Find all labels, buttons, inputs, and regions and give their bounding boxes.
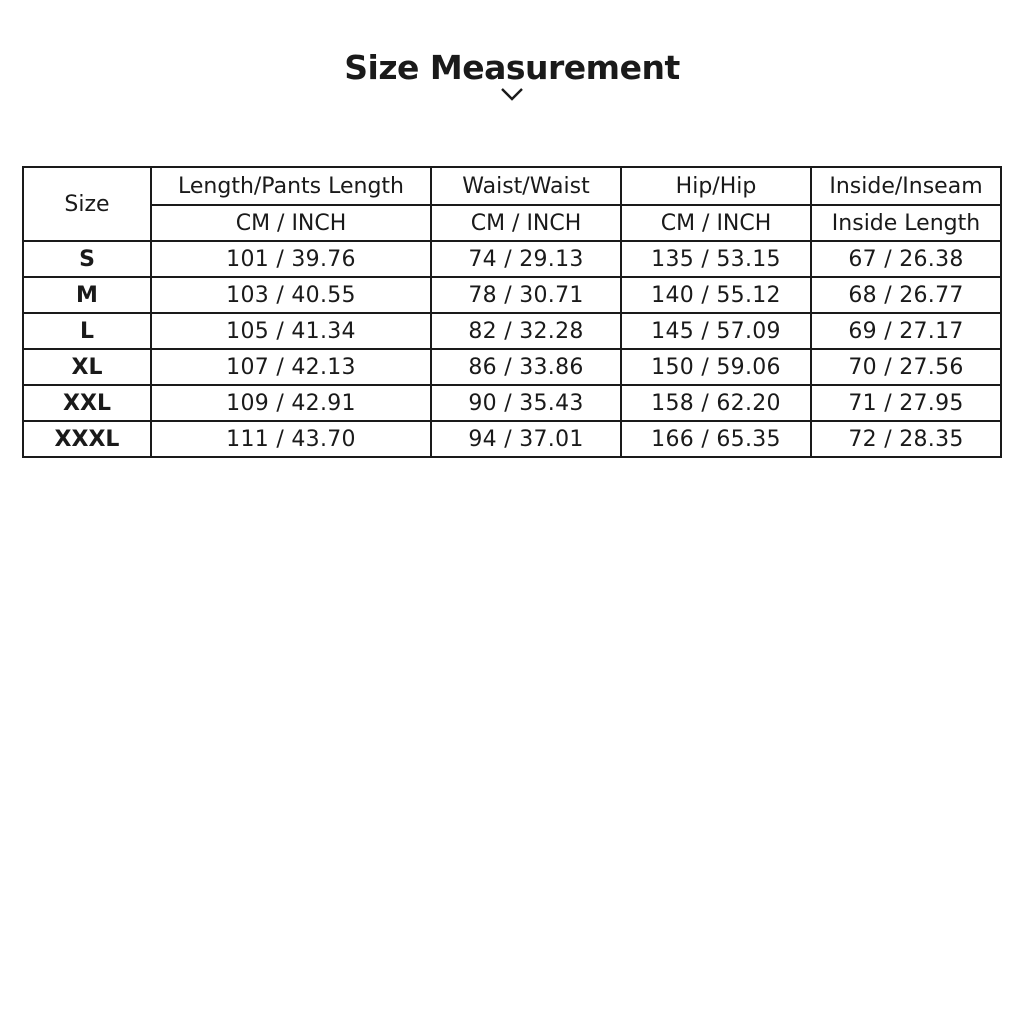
waist-cell: 86 / 33.86 — [431, 349, 621, 385]
inseam-cell: 68 / 26.77 — [811, 277, 1001, 313]
hip-cell: 135 / 53.15 — [621, 241, 811, 277]
hip-cell: 150 / 59.06 — [621, 349, 811, 385]
hip-cell: 145 / 57.09 — [621, 313, 811, 349]
size-cell: L — [23, 313, 151, 349]
inseam-cell: 70 / 27.56 — [811, 349, 1001, 385]
size-cell: XXL — [23, 385, 151, 421]
size-cell: XXXL — [23, 421, 151, 457]
column-header-waist: Waist/Waist — [431, 167, 621, 205]
table-row — [23, 277, 1001, 313]
inseam-cell: 72 / 28.35 — [811, 421, 1001, 457]
length-cell: 105 / 41.34 — [151, 313, 431, 349]
inseam-cell: 69 / 27.17 — [811, 313, 1001, 349]
column-header-length: Length/Pants Length — [151, 167, 431, 205]
hip-cell: 158 / 62.20 — [621, 385, 811, 421]
length-cell: 103 / 40.55 — [151, 277, 431, 313]
inseam-cell: 71 / 27.95 — [811, 385, 1001, 421]
length-cell: 111 / 43.70 — [151, 421, 431, 457]
chevron-down-icon — [499, 86, 525, 102]
size-cell: S — [23, 241, 151, 277]
waist-cell: 78 / 30.71 — [431, 277, 621, 313]
unit-label-waist: CM / INCH — [431, 205, 621, 241]
table-row — [23, 385, 1001, 421]
table-row — [23, 421, 1001, 457]
page-title: Size Measurement — [344, 48, 680, 87]
hip-cell: 166 / 65.35 — [621, 421, 811, 457]
length-cell: 101 / 39.76 — [151, 241, 431, 277]
length-cell: 109 / 42.91 — [151, 385, 431, 421]
unit-label-hip: CM / INCH — [621, 205, 811, 241]
waist-cell: 90 / 35.43 — [431, 385, 621, 421]
column-header-hip: Hip/Hip — [621, 167, 811, 205]
length-cell: 107 / 42.13 — [151, 349, 431, 385]
size-column-header: Size — [23, 167, 151, 241]
hip-cell: 140 / 55.12 — [621, 277, 811, 313]
header-row — [23, 167, 1001, 205]
size-cell: M — [23, 277, 151, 313]
size-table — [22, 166, 1002, 458]
table-row — [23, 241, 1001, 277]
waist-cell: 74 / 29.13 — [431, 241, 621, 277]
subheader-inside-length: Inside Length — [811, 205, 1001, 241]
size-cell: XL — [23, 349, 151, 385]
inseam-cell: 67 / 26.38 — [811, 241, 1001, 277]
unit-label-length: CM / INCH — [151, 205, 431, 241]
table-row — [23, 349, 1001, 385]
table-row — [23, 313, 1001, 349]
column-header-inseam: Inside/Inseam — [811, 167, 1001, 205]
subheader-row — [23, 205, 1001, 241]
waist-cell: 94 / 37.01 — [431, 421, 621, 457]
waist-cell: 82 / 32.28 — [431, 313, 621, 349]
